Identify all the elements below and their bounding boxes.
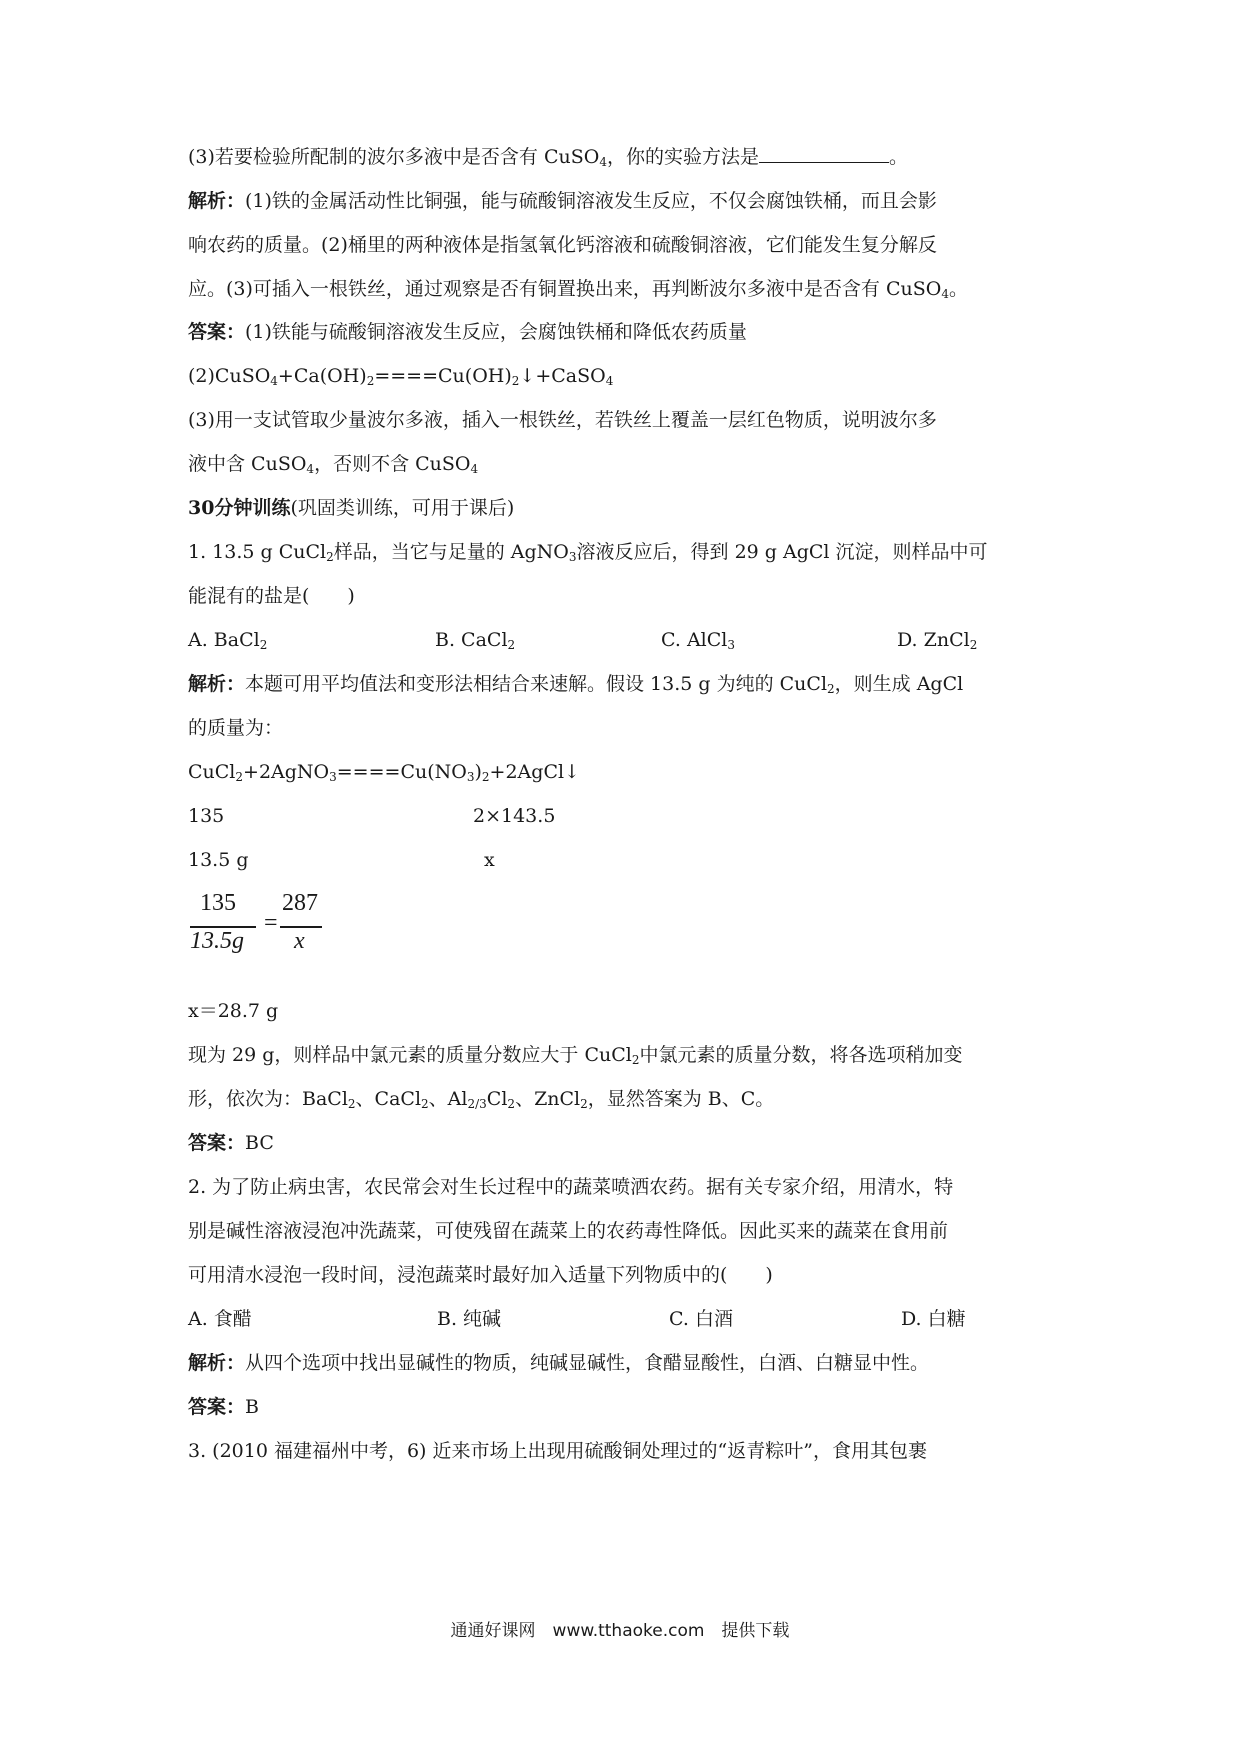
answer-value: B bbox=[245, 1396, 259, 1418]
question-1: 1. 13.5 g CuCl$_2$样品，当它与足量的 AgNO$_3$溶液反应后，得到 29 g AgCl 沉淀，则样品中可 bbox=[188, 541, 988, 564]
given-mass: 13.5 g bbox=[188, 849, 249, 871]
option-c: C. AlCl$_3$ bbox=[661, 629, 735, 652]
analysis-block: 解析：从四个选项中找出显碱性的物质，纯碱显碱性，食醋显酸性，白酒、白糖显中性。 bbox=[188, 1352, 930, 1374]
fraction-right-numerator: 287 bbox=[282, 890, 318, 916]
answer-line: (3)用一支试管取少量波尔多液，插入一根铁丝，若铁丝上覆盖一层红色物质，说明波尔多 bbox=[188, 409, 937, 431]
option-b: B. 纯碱 bbox=[437, 1308, 502, 1330]
question-line: 别是碱性溶液浸泡冲洗蔬菜，可使残留在蔬菜上的农药毒性降低。因此买来的蔬菜在食用前 bbox=[188, 1220, 949, 1242]
option-d: D. ZnCl$_2$ bbox=[897, 629, 978, 652]
question-part-3: (3)若要检验所配制的波尔多液中是否含有 CuSO$_4$，你的实验方法是 。 bbox=[188, 146, 908, 169]
proportion-equation bbox=[190, 890, 330, 970]
question-3: 3. (2010 福建福州中考，6) 近来市场上出现用硫酸铜处理过的“返青粽叶”，食用其包裹 bbox=[188, 1440, 927, 1462]
answer-label: 答案： bbox=[188, 1396, 246, 1418]
conclusion-line: 现为 29 g，则样品中氯元素的质量分数应大于 CuCl$_2$中氯元素的质量分数，将各选项稍加变 bbox=[188, 1044, 963, 1067]
question-line: 可用清水浸泡一段时间，浸泡蔬菜时最好加入适量下列物质中的( ) bbox=[188, 1264, 773, 1286]
analysis-block: 解析：本题可用平均值法和变形法相结合来速解。假设 13.5 g 为纯的 CuCl$_2$，则生成 AgCl bbox=[188, 673, 964, 696]
analysis-label: 解析： bbox=[188, 190, 246, 212]
section-note: (巩固类训练，可用于课后) bbox=[290, 497, 515, 519]
answer-value: BC bbox=[245, 1132, 274, 1154]
answer-block bbox=[188, 1129, 1058, 1157]
analysis-block: 解析：(1)铁的金属活动性比铜强，能与硫酸铜溶液发生反应，不仅会腐蚀铁桶，而且会影 bbox=[188, 190, 937, 212]
chemical-equation: $CuCl_2+2AgNO_3====Cu(NO_3)_2+2AgCl↓$ bbox=[188, 761, 580, 784]
option-b: B. CaCl$_2$ bbox=[435, 629, 516, 652]
analysis-label: 解析： bbox=[188, 673, 246, 695]
answer-line: 液中含 CuSO$_4$，否则不含 CuSO$_4$ bbox=[188, 453, 479, 476]
analysis-line: 响农药的质量。(2)桶里的两种液体是指氢氧化钙溶液和硫酸铜溶液，它们能发生复分解反 bbox=[188, 234, 937, 256]
analysis-label: 解析： bbox=[188, 1352, 246, 1374]
calculation-result: x＝28.7 g bbox=[188, 1000, 279, 1022]
answer-label: 答案： bbox=[188, 321, 246, 343]
fraction-left-numerator: 135 bbox=[200, 890, 236, 916]
answer-blank bbox=[759, 144, 889, 163]
section-title: 30分钟训练 bbox=[188, 497, 291, 519]
molar-mass-left: 135 bbox=[188, 805, 225, 827]
fraction-right-denominator: x bbox=[294, 928, 305, 954]
section-heading bbox=[188, 494, 1058, 522]
answer-block: 答案：(1)铁能与硫酸铜溶液发生反应，会腐蚀铁桶和降低农药质量 bbox=[188, 321, 747, 343]
unknown-mass: x bbox=[484, 849, 495, 871]
answer-block bbox=[188, 1393, 1058, 1421]
question-2: 2. 为了防止病虫害，农民常会对生长过程中的蔬菜喷洒农药。据有关专家介绍，用清水，特 bbox=[188, 1176, 954, 1198]
analysis-line: 应。(3)可插入一根铁丝，通过观察是否有铜置换出来，再判断波尔多液中是否含有 CuSO$_4$。 bbox=[188, 278, 968, 301]
conclusion-line: 形，依次为：BaCl$_2$、CaCl$_2$、$Al_{2/3}Cl_2$、ZnCl$_2$，显然答案为 B、C。 bbox=[188, 1088, 775, 1111]
question-line: 能混有的盐是( ) bbox=[188, 585, 355, 607]
option-a: A. 食醋 bbox=[188, 1308, 252, 1330]
equals-sign: = bbox=[264, 910, 278, 936]
answer-label: 答案： bbox=[188, 1132, 246, 1154]
chemical-equation: $(2)CuSO_4+Ca(OH)_2====Cu(OH)_2↓+CaSO_4$ bbox=[188, 365, 614, 388]
option-d: D. 白糖 bbox=[901, 1308, 966, 1330]
fraction-left-denominator: 13.5g bbox=[190, 928, 244, 954]
analysis-line: 的质量为： bbox=[188, 717, 284, 739]
option-c: C. 白酒 bbox=[669, 1308, 733, 1330]
molar-mass-right: 2×143.5 bbox=[473, 805, 556, 827]
page-footer: 通通好课网 www.tthaoke.com 提供下载 bbox=[450, 1621, 790, 1641]
option-a: A. BaCl$_2$ bbox=[188, 629, 268, 652]
